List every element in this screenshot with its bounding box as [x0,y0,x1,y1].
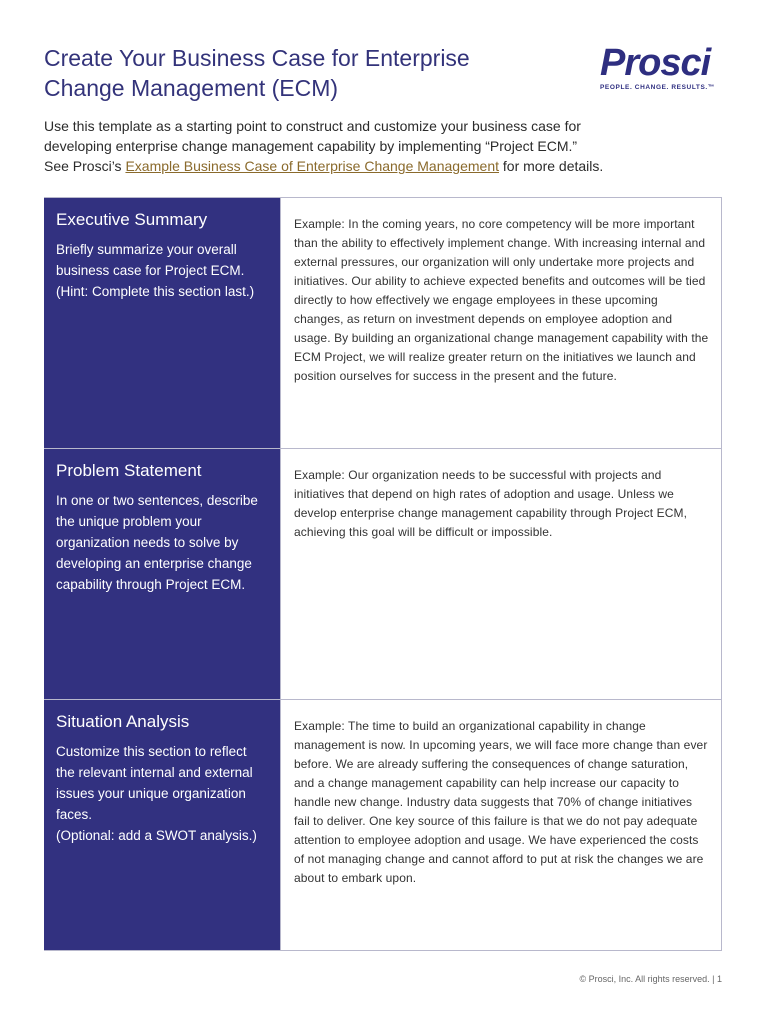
section-example-cell[interactable]: Example: Our organization needs to be successful with projects and initiatives that depend on high rates of adoption and usage. Unless we develop enterprise change management capability through Project ECM, achieving this goal will be difficult or impossible. [280,449,722,699]
section-label-cell [44,700,280,950]
section-example-cell[interactable]: Example: In the coming years, no core competency will be more important than the ability to effectively implement change. With increasing internal and external pressures, our organization will only undertake more projects and initiatives. Our ability to achieve expected benefits and outcomes will be tied directly to how effectively we engage employees in these upcoming changes, as return on investment depends on employee adoption and usage. By building an organizational change management capability with the ECM Project, we will realize greater return on the initiatives we launch and position ourselves for success in the present and the future. [280,198,722,448]
section-description: In one or two sentences, describe the unique problem your organization needs to solve by developing an enterprise change capability through Project ECM. [56,493,258,592]
intro-line-3-prefix: See Prosci’s [44,158,126,174]
section-row-executive-summary [44,198,722,449]
logo-wordmark: Prosci [600,42,711,84]
example-business-case-link[interactable]: Example Business Case of Enterprise Change Management [125,158,499,174]
footer-copyright: © Prosci, Inc. All rights reserved. | 1 [579,974,722,984]
section-title: Problem Statement [56,461,202,480]
intro-line-2: developing enterprise change management capability by implementing “Project ECM.” [44,138,578,154]
intro-line-1: Use this template as a starting point to construct and customize your business case for [44,118,581,134]
business-case-table [44,197,722,951]
title-line-2: Change Management (ECM) [44,75,339,101]
prosci-logo [600,44,724,91]
section-description: Customize this section to reflect the relevant internal and external issues your unique organization faces. (Optional: add a SWOT analysis.) [56,744,257,843]
title-line-1: Create Your Business Case for Enterprise [44,45,470,71]
section-title: Situation Analysis [56,712,190,731]
logo-tagline: PEOPLE. CHANGE. RESULTS.™ [600,84,715,91]
section-label-cell [44,449,280,699]
section-label-cell [44,198,280,448]
section-row-situation-analysis [44,700,722,951]
section-row-problem-statement [44,449,722,700]
page-title [44,43,564,103]
intro-paragraph [44,116,684,176]
section-title: Executive Summary [56,210,208,229]
section-description: Briefly summarize your overall business case for Project ECM. (Hint: Complete this section last.) [56,242,255,299]
intro-line-3-suffix: for more details. [499,158,604,174]
section-example-cell[interactable]: Example: The time to build an organizational capability in change management is now. In upcoming years, we will face more change than ever before. We are already suffering the consequences of change saturation, and a change management capability can help increase our capacity to handle new change. Industry data suggests that 70% of change initiatives fail to deliver. One key source of this failure is that we do not pay adequate attention to employee adoption and usage. We have experienced the costs of not managing change and cannot afford to put at risk the changes we are about to embark upon. [280,700,722,950]
